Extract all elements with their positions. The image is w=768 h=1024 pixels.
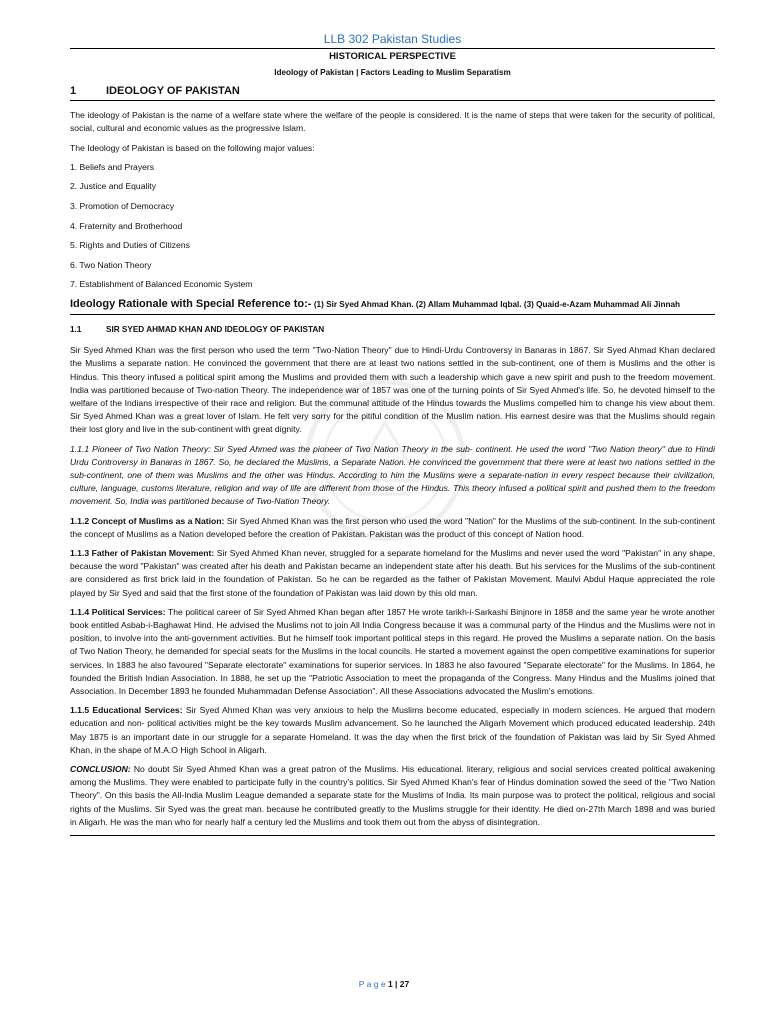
- political-services-label: 1.1.4 Political Services:: [70, 606, 166, 617]
- political-services-text: The political career of Sir Syed Ahmed Khan began after 1857 He wrote tarikh-i-Sarkashi Binjnore in 1858 and the same year he wrote another book entitled Asbab-i-Baghawat Hind. He advised the Muslims not to join All India Congress because it was a communal party of the Hindus and the Muslims were not in position, to involve into the anti-government activities. But he himself took important political steps in this regard. He proved the Muslims a separate nation. On the basis of Two Nation Theory, he demanded for special seats for the Muslims in the local councils. He started a movement against the open competitive examinations for superior services. In 1883 he also favoured "Separate electorate" examinations for superior services. In 1883 he also favoured "Separate electorate" for the Muslims. In 1864, he founded the British Indian Association. In 1888, he set up the "Patriotic Association to meet the propaganda of the Congress. Many Hindus and the Muslims joined that Association. In December 1893 he founded Muhammadan Defense Association". All these Associations advocated the Muslim's emotions.: [70, 606, 715, 697]
- list-item: 6. Two Nation Theory: [70, 259, 152, 270]
- conclusion-label: CONCLUSION:: [70, 764, 131, 775]
- father-movement-label: 1.1.3 Father of Pakistan Movement:: [70, 548, 215, 559]
- values-list: [70, 161, 715, 292]
- conclusion-text: No doubt Sir Syed Ahmed Khan was a great patron of the Muslims. His educational. literary, religious and social services created political awakening among the Muslims. They were enabled to participate fully in the country's politics. Sir Syed Ahmed Khan's fear of Hindus domination sowed the seed of the "Two Nation Theory". On this basis the All-India Muslim League demanded a separate state for the Muslims of India. Its main purpose was to protect the political, religious and social rights of the Muslims. Sir Syed was the great man. because he contributed greatly to the Muslims struggle for their identity. He died on-27th March 1898 and was buried in Aligarh. He was the man who for nearly half a century led the Muslims and took them out from the abyss of disintegration.: [70, 764, 715, 827]
- political-services-paragraph: [70, 606, 715, 698]
- ideology-rationale-heading: [70, 298, 715, 315]
- list-item: 5. Rights and Duties of Citizens: [70, 240, 190, 251]
- list-item: 2. Justice and Equality: [70, 181, 156, 192]
- nation-concept-label: 1.1.2 Concept of Muslims as a Nation:: [70, 515, 225, 526]
- pioneer-label: 1.1.1 Pioneer of Two Nation Theory:: [70, 443, 211, 454]
- subsection-title: SIR SYED AHMAD KHAN AND IDEOLOGY OF PAKISTAN: [106, 324, 325, 334]
- rationale-references: (1) Sir Syed Ahmad Khan. (2) Allam Muhammad Iqbal. (3) Quaid-e-Azam Muhammad Ali Jinnah: [313, 299, 681, 309]
- list-item: 1. Beliefs and Prayers: [70, 161, 155, 172]
- rationale-title: Ideology Rationale with Special Reference to:-: [70, 297, 312, 310]
- section-title: IDEOLOGY OF PAKISTAN: [106, 85, 240, 97]
- top-rule: [70, 48, 715, 49]
- section-1-heading: [70, 85, 715, 101]
- educational-services-paragraph: [70, 704, 715, 757]
- pioneer-paragraph: [70, 443, 715, 509]
- bottom-rule: [70, 835, 715, 836]
- father-movement-paragraph: [70, 547, 715, 600]
- ideology-intro-paragraph: The ideology of Pakistan is the name of a welfare state where the welfare of the people is considered. It is the name of steps that were taken for the security of political, social, cultural and economic values as the progressive Islam.: [70, 110, 715, 134]
- course-title: LLB 302 Pakistan Studies: [323, 32, 462, 46]
- values-intro: The Ideology of Pakistan is based on the following major values:: [70, 142, 315, 153]
- list-item: 3. Promotion of Democracy: [70, 201, 175, 211]
- document-page: [70, 28, 715, 836]
- page-footer: [0, 979, 768, 989]
- section-heading: HISTORICAL PERSPECTIVE: [329, 51, 456, 62]
- subsection-number: 1.1: [70, 324, 82, 334]
- pioneer-text: Sir Syed Ahmed was the pioneer of Two Nation Theory in the sub- continent. He used the word "Two Nation theory" due to Hindi Urdu Controversy in Banaras in 1867. So, he declared the Muslims, a Separate Nation. He convinced the government that there were at least two nations settled in the sub-continent, one of them was Muslims and the other was Hindus. According to him the Muslims were a separate-nation in every respect because their civilization, culture, language, customs literature, religion and way of life are different from those of the Hindus. This theory infused a political spirit and pushed them to the freedom movement. So, India was partitioned because of Two-Nation Theory.: [70, 443, 715, 507]
- sir-syed-paragraph: Sir Syed Ahmed Khan was the first person who used the term "Two-Nation Theory" due to Hindi-Urdu Controversy in Banaras in 1867. Sir Syed Ahmad Khan declared the Muslims a separate nation. He convinced the government that there are at least two nations settled in the sub-continent, one of them is Muslims and the other is Hindus. This theory infused a political spirit among the Muslims and provided them with such a leadership which gave a new spirit and push to the freedom movement. India was partitioned because of Two-nation Theory. The independence war of 1857 was one of the turning points of Sir Syed Ahmed's life. So, he devoted himself to the welfare of the Indians irrespective of their race and religion. But the communal attitude of the Hindus towards the Muslims compelled him to change his view about them. Sir Syed Ahmed Khan was a great lover of Islam. He felt very sorry for the pitiful condition of the Muslim nation. His earnest desire was that the Muslims should regain their lost glory and live in the sub-continent with great dignity.: [70, 345, 715, 435]
- father-movement-text: Sir Syed Ahmed Khan never, struggled for a separate homeland for the Muslims and never used the word "Pakistan" in any shape, because the word "Pakistan" was created after his death and Pakistan became an independent state after his death. But his services for the Muslims of the sub-continent are considered as first brick laid in the foundation of Pakistan. So he can be regarded as the father of Pakistan Movement. Maulvi Abdul Haque appreciated the role played by Sir Syed and said that the first stone of the foundation of Pakistan was laid down by this old man.: [70, 548, 716, 598]
- subsection-1-1-heading: [70, 323, 715, 336]
- list-item: 4. Fraternity and Brotherhood: [70, 220, 183, 231]
- page-label: P a g e: [358, 979, 386, 989]
- educational-services-label: 1.1.5 Educational Services:: [70, 705, 183, 716]
- nation-concept-text: Sir Syed Ahmed Khan was the first person who used the word "Nation" for the Muslims of the sub-continent. In the sub-continent the concept of Muslims as a Nation developed before the creation of Pakistan. Pakistan was the product of this concept of Nation hood.: [70, 515, 715, 539]
- topic-subheading: Ideology of Pakistan | Factors Leading to Muslim Separatism: [274, 68, 511, 77]
- nation-concept-paragraph: [70, 515, 715, 541]
- list-item: 7. Establishment of Balanced Economic System: [70, 279, 253, 290]
- page-number: 1 | 27: [387, 979, 410, 989]
- section-number: 1: [70, 85, 77, 97]
- conclusion-paragraph: [70, 763, 715, 829]
- educational-services-text: Sir Syed Ahmed Khan was very anxious to help the Muslims become educated, especially in modern sciences. He argued that modern education and non- political activities might be the key towards Muslim advancement. So he launched the Aligarh Movement which produced educated leadership. 24th May 1875 is an important date in our struggle for a separate Homeland. It was the day when the first brick of the foundation of Pakistan was laid by Sir Syed Ahmed Khan, in the shape of M.A.O High School in Aligarh.: [70, 705, 715, 755]
